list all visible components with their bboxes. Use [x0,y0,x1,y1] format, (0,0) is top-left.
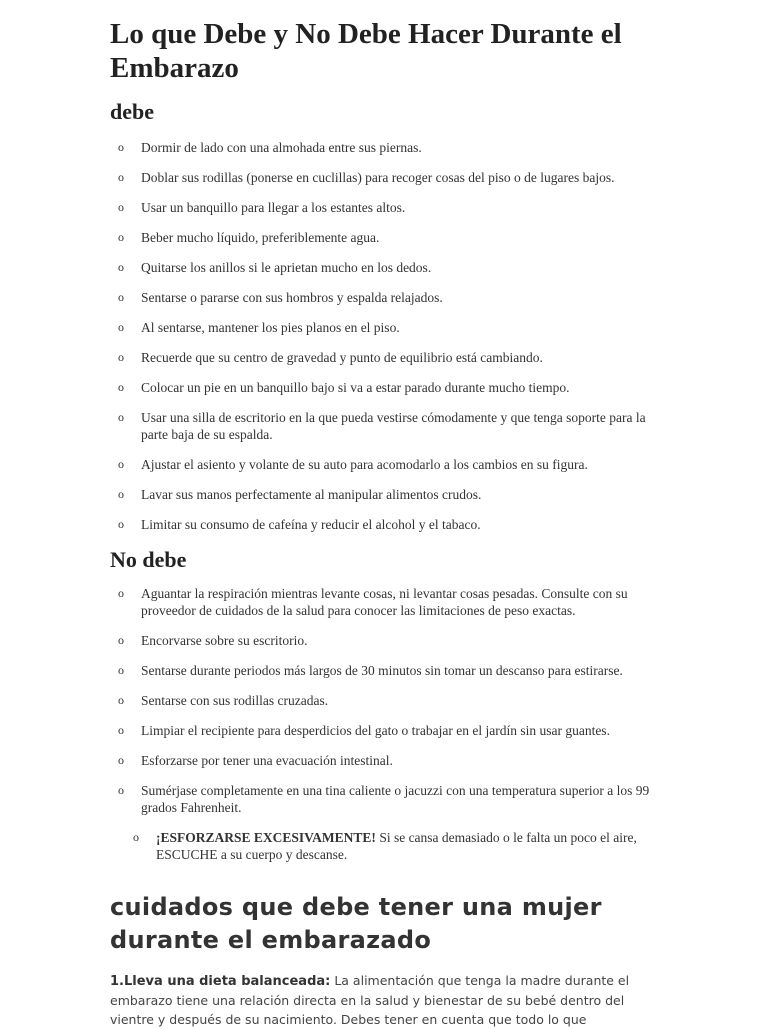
cuidados-heading: cuidados que debe tener una mujer durante el embarazado [110,893,602,954]
list-item: o Usar un banquillo para llegar a los estantes altos. [118,200,406,215]
list-item: o Ajustar el asiento y volante de su auto para acomodarlo a los cambios en su figura. [118,457,588,472]
no-debe-list [110,585,670,863]
list-item: o Limitar su consumo de cafeína y reducir el alcohol y el tabaco. [118,517,481,532]
debe-list [110,139,670,533]
bullet-icon: o [118,586,124,600]
bullet-icon: o [118,487,124,501]
bullet-icon: o [118,410,124,424]
bullet-icon: o [118,200,124,214]
list-item: o Encorvarse sobre su escritorio. [118,633,308,648]
list-item: o Al sentarse, mantener los pies planos en el piso. [118,320,400,335]
bullet-icon: o [118,350,124,364]
list-item: o Colocar un pie en un banquillo bajo si va a estar parado durante mucho tiempo. [118,380,570,395]
bullet-icon: o [118,723,124,737]
debe-heading: debe [110,99,154,124]
list-item: o Aguantar la respiración mientras levante cosas, ni levantar cosas pesadas. Consulte con su proveedor de cuidados de la salud para conocer las limitaciones de peso exactas. [118,586,628,618]
cuidados-paragraph [110,971,655,1029]
list-item: o Usar una silla de escritorio en la que pueda vestirse cómodamente y que tenga soporte para la parte baja de su espalda. [118,410,646,442]
warning-emphasis: ¡ESFORZARSE EXCESIVAMENTE! [156,830,376,845]
paragraph-text: La alimentación que tenga la madre durante el embarazo tiene una relación directa en la salud y bienestar de su bebé dentro del vientre y después de su nacimiento. Debes tener en cuenta que todo lo que [110,973,630,1027]
bullet-icon: o [118,260,124,274]
bullet-icon: o [118,320,124,334]
list-item: o Sentarse o pararse con sus hombros y espalda relajados. [118,290,443,305]
bullet-icon: o [118,663,124,677]
list-item: o Sentarse durante periodos más largos de 30 minutos sin tomar un descanso para estirarse. [118,663,623,678]
list-item: o Sumérjase completamente en una tina caliente o jacuzzi con una temperatura superior a los 99 grados Fahrenheit. [118,783,650,815]
list-item: o Beber mucho líquido, preferiblemente agua. [118,230,380,245]
list-item: o Limpiar el recipiente para desperdicios del gato o trabajar en el jardín sin usar guantes. [118,723,610,738]
list-item: o Recuerde que su centro de gravedad y punto de equilibrio está cambiando. [118,350,543,365]
list-item: o Esforzarse por tener una evacuación intestinal. [118,753,393,768]
bullet-icon: o [118,783,124,797]
bullet-icon: o [118,457,124,471]
list-item: o Doblar sus rodillas (ponerse en cuclillas) para recoger cosas del piso o de lugares bajos. [118,170,615,185]
bullet-icon: o [118,753,124,767]
bullet-icon: o [118,170,124,184]
no-debe-heading: No debe [110,547,187,572]
bullet-icon: o [118,230,124,244]
bullet-icon: o [118,380,124,394]
list-item: o Quitarse los anillos si le aprietan mucho en los dedos. [118,260,432,275]
bullet-icon: o [118,140,124,154]
list-item: o Lavar sus manos perfectamente al manipular alimentos crudos. [118,487,482,502]
list-item: o Dormir de lado con una almohada entre sus piernas. [118,140,422,155]
bullet-icon: o [118,693,124,707]
bullet-icon: o [133,830,139,844]
bullet-icon: o [118,633,124,647]
bullet-icon: o [118,517,124,531]
bullet-icon: o [118,290,124,304]
paragraph-label: 1.Lleva una dieta balanceada: [110,974,331,989]
document-page [110,0,670,1029]
page-title: Lo que Debe y No Debe Hacer Durante el Embarazo [110,18,622,84]
nested-list-item: o ¡ESFORZARSE EXCESIVAMENTE! Si se cansa demasiado o le falta un poco el aire, ESCUCHE a su cuerpo y descanse. [133,830,637,862]
list-item: o Sentarse con sus rodillas cruzadas. [118,693,329,708]
